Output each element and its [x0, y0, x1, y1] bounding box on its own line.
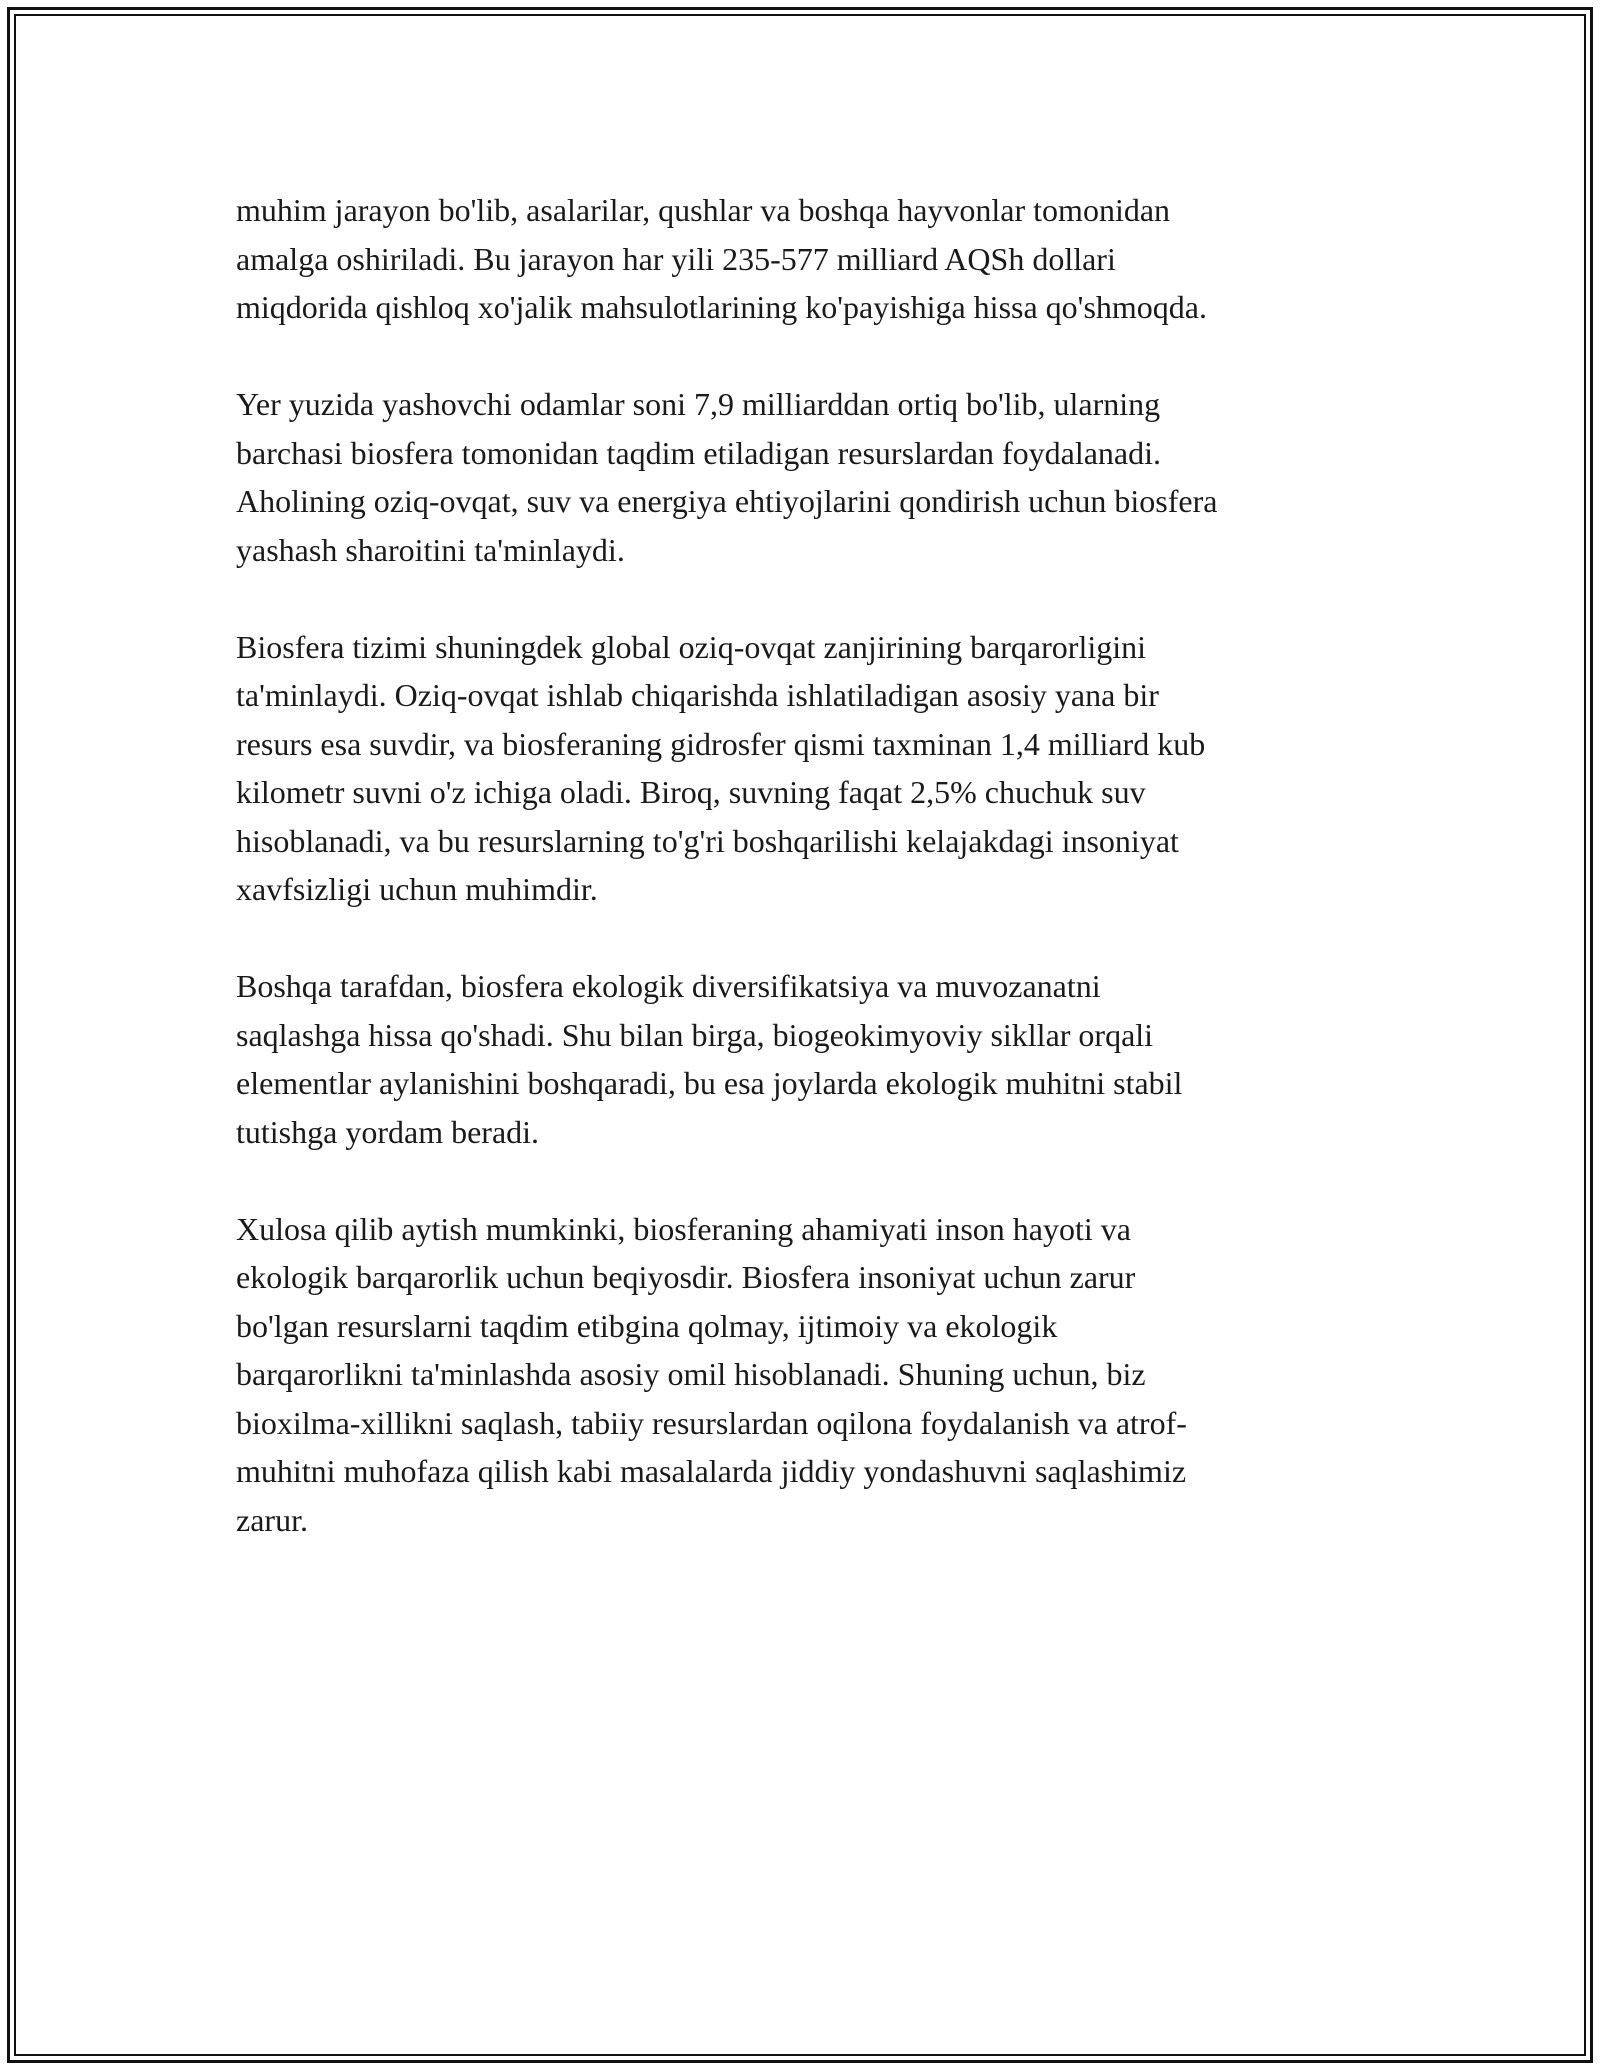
paragraph-pollination: muhim jarayon bo'lib, asalarilar, qushlar va boshqa hayvonlar tomonidan amalga oshiriladi. Bu jarayon har yili 235-577 milliard AQSh dollari miqdorida qishloq xo'jalik mahsulotlarining ko'payishiga hissa qo'shmoqda. [236, 192, 1207, 325]
paragraph-ecological-balance: Boshqa tarafdan, biosfera ekologik diversifikatsiya va muvozanatni saqlashga hissa qo'shadi. Shu bilan birga, biogeokimyoviy sikllar orqali elementlar aylanishini boshqaradi, bu esa joylarda ekologik muhitni stabil tutishga yordam beradi. [236, 968, 1183, 1150]
paragraph-population: Yer yuzida yashovchi odamlar soni 7,9 milliarddan ortiq bo'lib, ularning barchasi biosfera tomonidan taqdim etiladigan resurslardan foydalanadi. Aholining oziq-ovqat, suv va energiya ehtiyojlarini qondirish uchun biosfera yashash sharoitini ta'minlaydi. [236, 386, 1218, 568]
document-body [236, 186, 1376, 1593]
paragraph-food-chain: Biosfera tizimi shuningdek global oziq-ovqat zanjirining barqarorligini ta'minlaydi. Oziq-ovqat ishlab chiqarishda ishlatiladigan asosiy yana bir resurs esa suvdir, va biosferaning gidrosfer qismi taxminan 1,4 milliard kub kilometr suvni o'z ichiga oladi. Biroq, suvning faqat 2,5% chuchuk suv hisoblanadi, va bu resurslarning to'g'ri boshqarilishi kelajakdagi insoniyat xavfsizligi uchun muhimdir. [236, 628, 1206, 907]
paragraph-conclusion: Xulosa qilib aytish mumkinki, biosferaning ahamiyati inson hayoti va ekologik barqarorlik uchun beqiyosdir. Biosfera insoniyat uchun zarur bo'lgan resurslarni taqdim etibgina qolmay, ijtimoiy va ekologik barqarorlikni ta'minlashda asosiy omil hisoblanadi. Shuning uchun, biz bioxilma-xillikni saqlash, tabiiy resurslardan oqilona foydalanish va atrof- muhitni muhofaza qilish kabi masalalarda jiddiy yondashuvni saqlashimiz zarur. [236, 1210, 1187, 1538]
